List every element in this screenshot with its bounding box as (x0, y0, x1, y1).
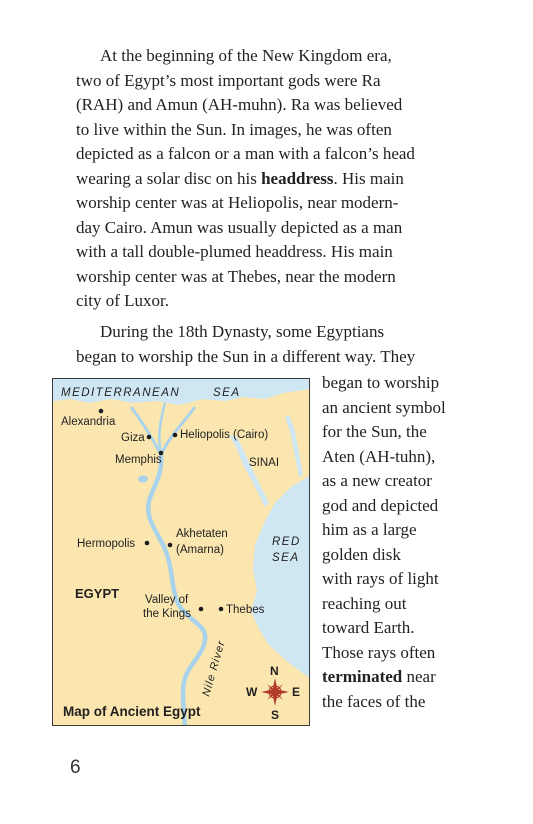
text-line: two of Egypt’s most important gods were Ra (76, 70, 381, 90)
label-amarna: (Amarna) (176, 544, 224, 556)
text-line: him as a large (322, 520, 417, 539)
map-title: Map of Ancient Egypt (63, 704, 201, 719)
text-line: city of Luxor. (76, 291, 170, 310)
label-hermopolis: Hermopolis (77, 538, 136, 550)
label-valley-of: Valley of (145, 594, 189, 606)
text-line: At the beginning of the New Kingdom era, (100, 46, 392, 65)
paragraph-wrap-column (322, 371, 522, 714)
label-mediterranean: MEDITERRANEAN (61, 387, 181, 399)
text-line: Those rays often (322, 642, 436, 662)
label-giza: Giza (121, 432, 145, 444)
text-line: reaching out (322, 593, 407, 613)
page-number: 6 (70, 757, 81, 778)
text-line: to live within the Sun. In images, he was often (76, 119, 392, 139)
city-dot-hermopolis (145, 541, 150, 546)
compass-north: N (270, 664, 279, 678)
label-red: RED (272, 536, 301, 548)
text-fragment: near (402, 667, 436, 686)
text-line: god and depicted (322, 495, 439, 515)
text-line: During the 18th Dynasty, some Egyptians (100, 322, 385, 341)
label-sinai: SINAI (249, 457, 280, 469)
text-fragment: wearing a solar disc on his (76, 168, 262, 188)
label-egypt: EGYPT (75, 586, 120, 601)
city-dot-giza (147, 435, 152, 440)
text-line: as a new creator (322, 471, 432, 490)
text-line: the faces of the (322, 691, 426, 711)
text-line: (RAH) and Amun (AH-muhn). Ra was believed (76, 95, 403, 114)
text-line (76, 167, 496, 192)
city-dot-akhetaten (168, 543, 173, 548)
compass-west: W (246, 685, 258, 699)
text-line: began to worship the Sun in a different way. They (76, 346, 416, 366)
label-sea: SEA (213, 387, 241, 399)
city-dot-valley-of-the-kings (199, 607, 204, 612)
city-dot-alexandria (99, 409, 104, 414)
text-line: worship center was at Heliopolis, near modern- (76, 193, 399, 212)
label-akhetaten: Akhetaten (176, 528, 228, 540)
text-line: day Cairo. Amun was usually depicted as a man (76, 217, 403, 237)
glossary-term-headdress: headdress (261, 168, 334, 188)
text-line: toward Earth. (322, 618, 415, 637)
city-dot-heliopolis (173, 433, 178, 438)
label-memphis: Memphis (115, 454, 162, 466)
text-line: worship center was at Thebes, near the modern (76, 266, 396, 286)
text-line (322, 665, 522, 690)
map-ancient-egypt (52, 378, 310, 726)
text-line: golden disk (322, 544, 401, 564)
compass-south: S (271, 708, 280, 722)
label-the-kings: the Kings (143, 608, 191, 620)
text-line: with rays of light (322, 569, 439, 588)
text-line: for the Sun, the (322, 422, 427, 441)
text-line: an ancient symbol (322, 397, 446, 417)
label-thebes: Thebes (226, 604, 265, 616)
glossary-term-terminated: terminated (322, 667, 403, 686)
label-heliopolis: Heliopolis (Cairo) (180, 429, 269, 441)
text-fragment: . His main (333, 168, 404, 188)
paragraph-new-kingdom (76, 44, 496, 314)
city-dot-thebes (219, 607, 224, 612)
text-line: with a tall double-plumed headdress. His main (76, 242, 393, 261)
label-nile-river: Nile River (200, 639, 228, 698)
label-red-sea: SEA (272, 552, 300, 564)
label-alexandria: Alexandria (61, 416, 116, 428)
map-graphic (53, 379, 310, 726)
compass-east: E (292, 685, 301, 699)
fayum-lake (138, 476, 148, 483)
text-line: Aten (AH-tuhn), (322, 446, 436, 466)
paragraph-18th-dynasty (76, 320, 496, 369)
text-line: began to worship (322, 373, 440, 392)
text-line: depicted as a falcon or a man with a falcon’s head (76, 144, 415, 163)
